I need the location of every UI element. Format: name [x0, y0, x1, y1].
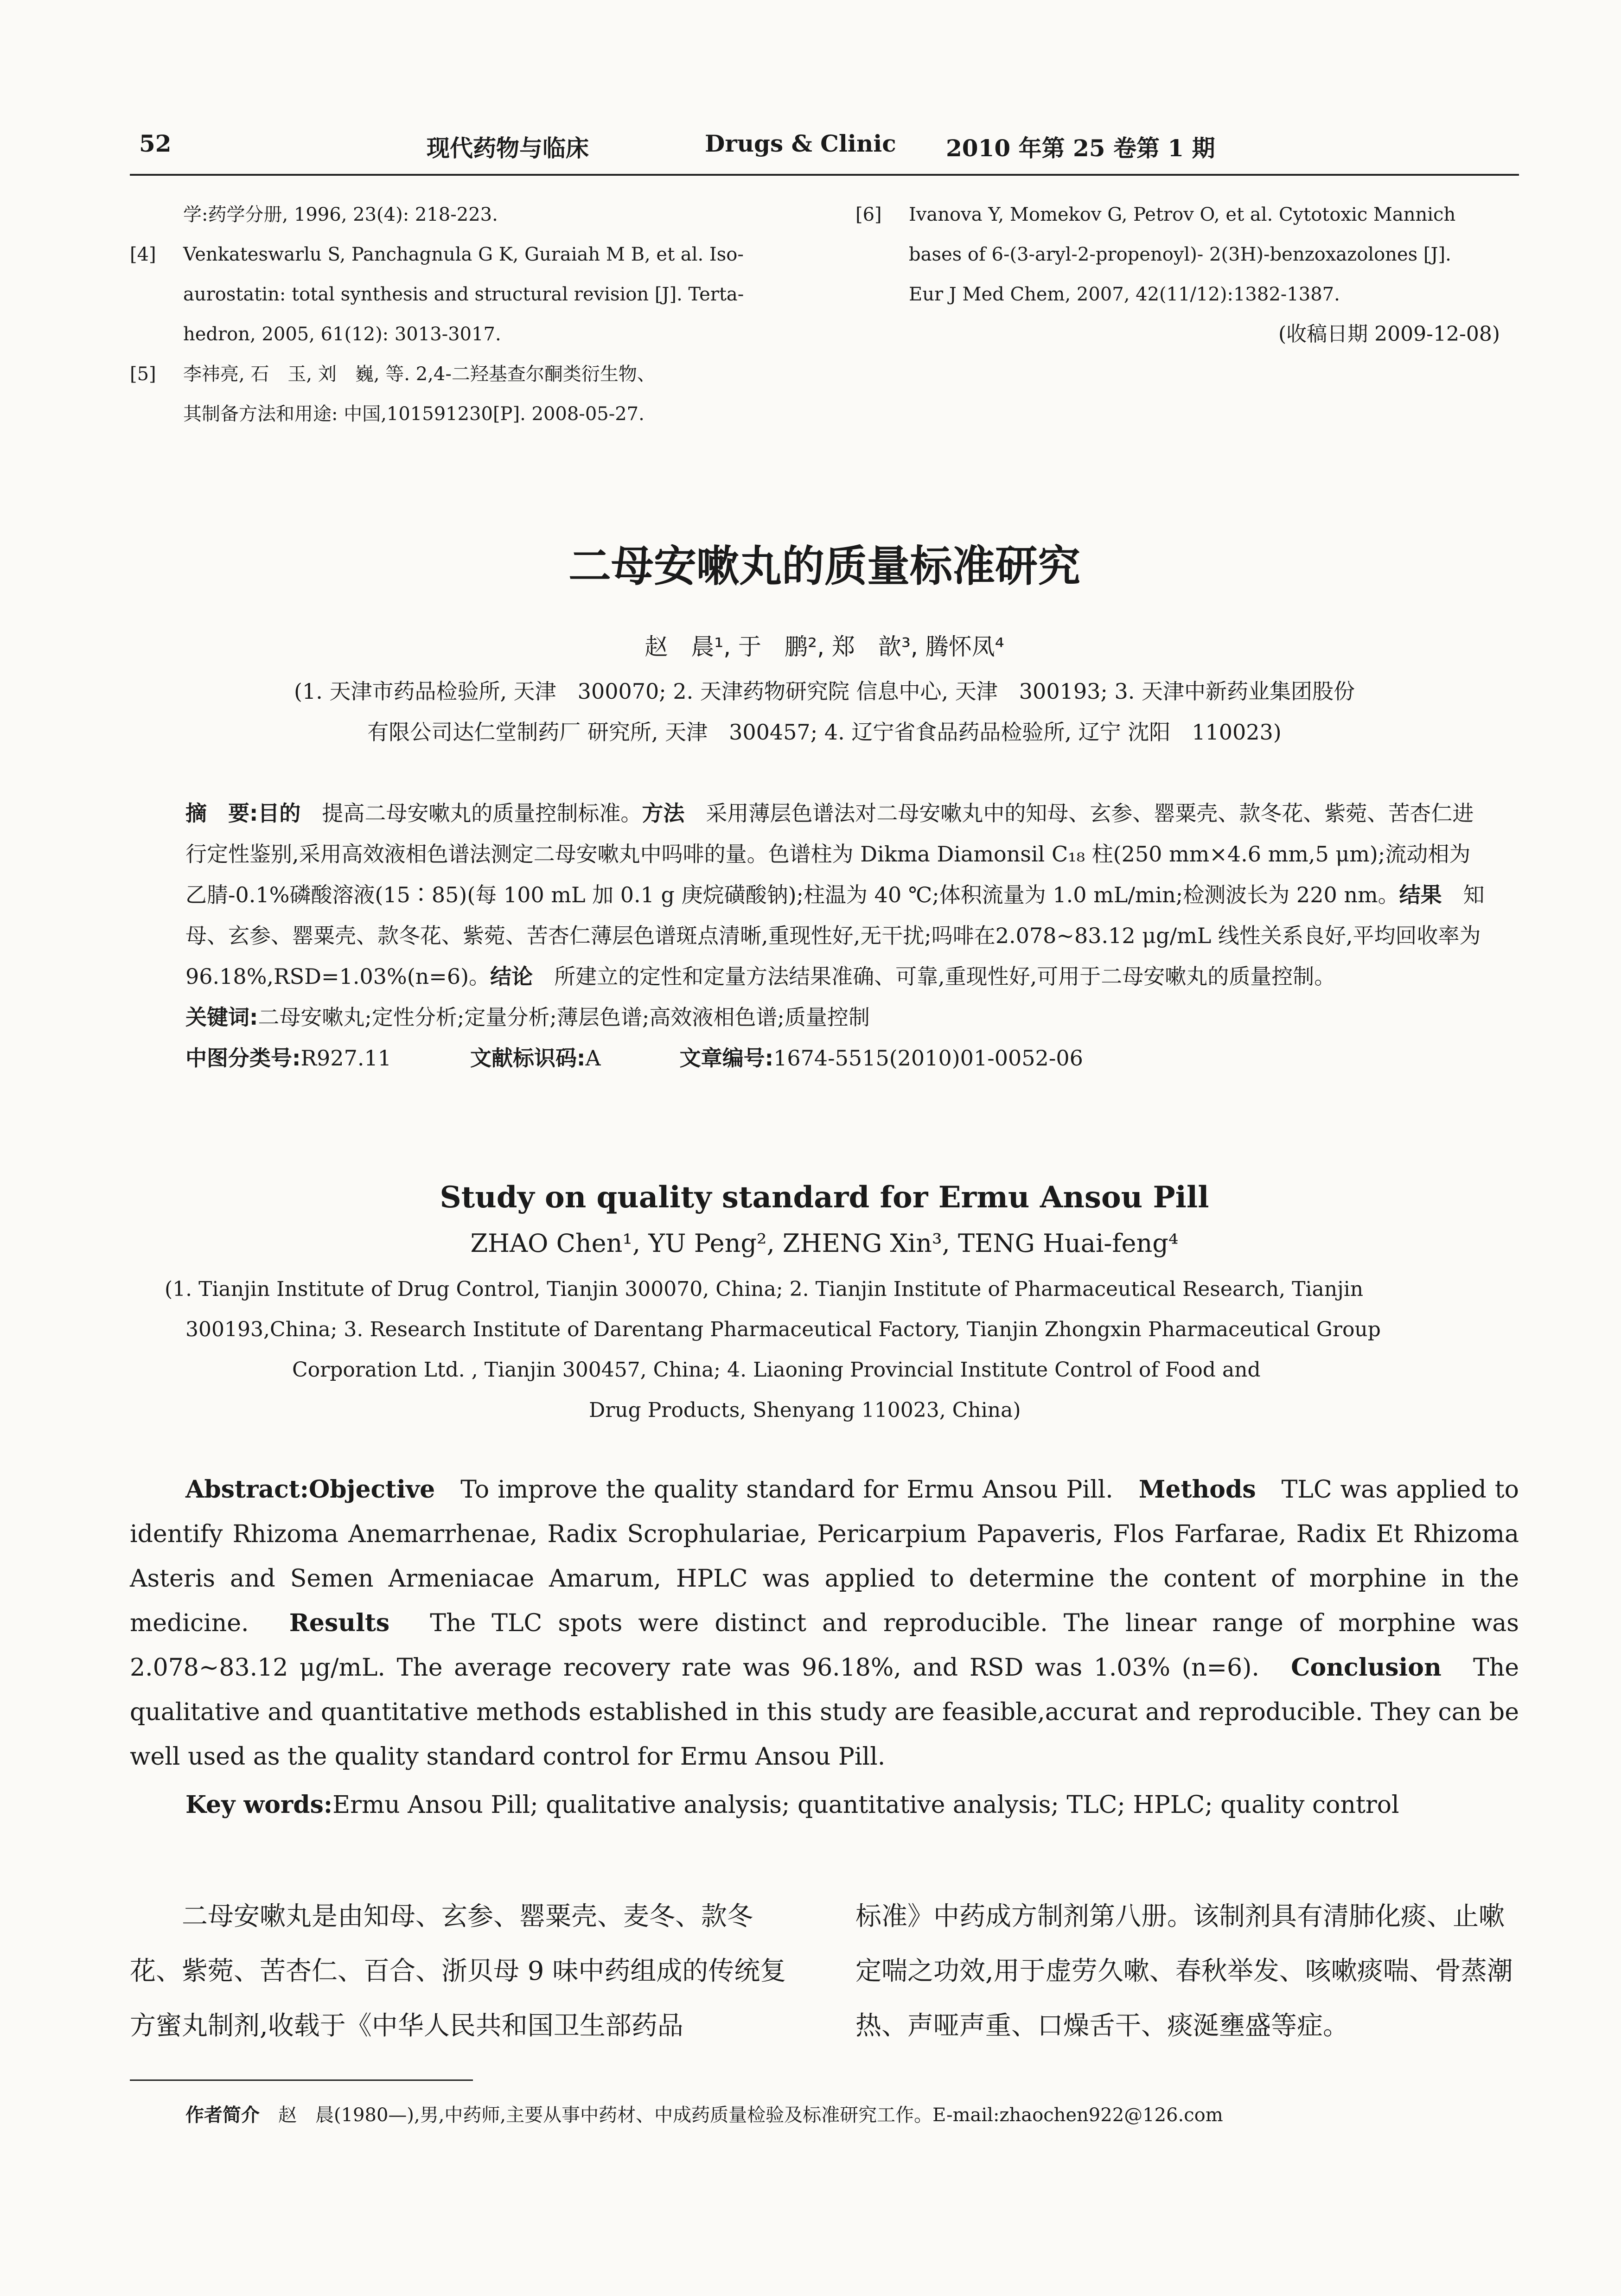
reference-line: hedron, 2005, 61(12): 3013-3017. [183, 324, 501, 345]
results-cn-text: 知母、玄参、罂粟壳、款冬花、紫菀、苦杏仁薄层色谱斑点清晰,重现性好,无干扰;吗啡在2.078~83.12 μg/mL 线性关系良好,平均回收率为 96.18%,RSD=1.03%(n=6)。 [185, 882, 1485, 989]
references-left [130, 195, 802, 434]
authors-cn: 赵 晨¹, 于 鹏², 郑 歆³, 腾怀凤⁴ [645, 633, 1004, 660]
reference-item [855, 195, 1519, 314]
methods-cn-label: 方法 [642, 801, 685, 826]
clc-label: 中图分类号: [185, 1046, 301, 1071]
references-right [855, 195, 1519, 354]
reference-line: 李祎亮, 石 玉, 刘 巍, 等. 2,4-二羟基查尔酮类衍生物、 [183, 364, 656, 385]
reference-line: Eur J Med Chem, 2007, 42(11/12):1382-1387. [909, 284, 1340, 305]
keywords-cn-text: 二母安嗽丸;定性分析;定量分析;薄层色谱;高效液相色谱;质量控制 [258, 1005, 870, 1030]
title-en: Study on quality standard for Ermu Ansou Pill [440, 1180, 1209, 1215]
reference-line: aurostatin: total synthesis and structural revision [J]. Terta- [183, 284, 744, 305]
affiliation-en-line: (1. Tianjin Institute of Drug Control, Tianjin 300070, China; 2. Tianjin Institute of Pharmaceutical Research, Tianjin [165, 1277, 1364, 1301]
author-bio-label: 作者简介 [185, 2105, 260, 2126]
reference-number: [4] [130, 244, 156, 265]
affiliation-cn-line: 有限公司达仁堂制药厂 研究所, 天津 300457; 4. 辽宁省食品药品检验所, 辽宁 沈阳 110023) [367, 720, 1282, 745]
title-cn: 二母安嗽丸的质量标准研究 [568, 542, 1080, 591]
doc-code-label: 文献标识码: [470, 1046, 586, 1071]
affiliation-en-line: 300193,China; 3. Research Institute of Darentang Pharmaceutical Factory, Tianjin Zhongxin Pharmaceutical Group [185, 1318, 1381, 1341]
doc-code-value: A [585, 1046, 601, 1071]
journal-title-cn: 现代药物与临床 [427, 135, 589, 162]
methods-en-text: TLC was applied to identify Rhizoma Anemarrhenae, Radix Scrophulariae, Pericarpium Papaveris, Flos Farfarae, Radix Et Rhizoma Asteris and Semen Armeniacae Amarum, HPLC was applied to determine the content of morphine in the medicine. [130, 1476, 1519, 1637]
results-en-text: The TLC spots were distinct and reproducible. The linear range of morphine was 2.078~83.12 μg/mL. The average recovery rate was 96.18%, and RSD was 1.03% (n=6). [130, 1609, 1519, 1682]
affiliation-cn-line: (1. 天津市药品检验所, 天津 300070; 2. 天津药物研究院 信息中心, 天津 300193; 3. 天津中新药业集团股份 [294, 679, 1355, 704]
reference-line: 学:药学分册, 1996, 23(4): 218-223. [183, 204, 498, 225]
reference-item [130, 354, 802, 434]
received-date: (收稿日期 2009-12-08) [1278, 322, 1500, 346]
body-column-right [855, 1889, 1519, 2054]
article-number-label: 文章编号: [679, 1046, 774, 1071]
reference-item [130, 235, 802, 354]
clc-value: R927.11 [300, 1046, 391, 1071]
conclusion-en-text: The qualitative and quantitative methods established in this study are feasible,accurat and reproducible. They can be well used as the quality standard control for Ermu Ansou Pill. [130, 1654, 1519, 1771]
body-paragraph: 二母安嗽丸是由知母、玄参、罂粟壳、麦冬、款冬花、紫菀、苦杏仁、百合、浙贝母 9 味中药组成的传统复方蜜丸制剂,收载于《中华人民共和国卫生部药品 [130, 1901, 786, 2041]
results-cn-label: 结果 [1399, 882, 1442, 907]
reference-line: 其制备方法和用途: 中国,101591230[P]. 2008-05-27. [183, 403, 645, 425]
methods-en-label: Methods [1138, 1475, 1256, 1504]
journal-title-en: Drugs & Clinic [705, 130, 896, 157]
objective-cn-text: 提高二母安嗽丸的质量控制标准。 [322, 801, 642, 826]
abstract-en-label: Abstract: [185, 1475, 309, 1504]
issue-info: 2010 年第 25 卷第 1 期 [946, 134, 1215, 162]
authors-en: ZHAO Chen¹, YU Peng², ZHENG Xin³, TENG Huai-feng⁴ [470, 1229, 1179, 1258]
methods-cn-text: 采用薄层色谱法对二母安嗽丸中的知母、玄参、罂粟壳、款冬花、紫菀、苦杏仁进行定性鉴别,采用高效液相色谱法测定二母安嗽丸中吗啡的量。色谱柱为 Dikma Diamonsil C₁₈ 柱(250 mm×4.6 mm,5 μm);流动相为乙腈-0.1%磷酸溶液(15∶85)(每 100 mL 加 0.1 g 庚烷磺酸钠);柱温为 40 ℃;体积流量为 1.0 mL/min;检测波长为 220 nm。 [185, 801, 1474, 907]
header-rule [130, 174, 1519, 176]
page-number: 52 [139, 130, 172, 157]
objective-cn-label: 目的 [258, 801, 301, 826]
results-en-label: Results [289, 1609, 390, 1637]
reference-number: [5] [130, 364, 156, 385]
abstract-cn-label: 摘 要: [185, 801, 258, 826]
keywords-cn-label: 关键词: [185, 1005, 258, 1030]
affiliation-en-line: Corporation Ltd. , Tianjin 300457, China; 4. Liaoning Provincial Institute Control of Food and [292, 1358, 1261, 1382]
abstract-en [130, 1467, 1519, 1827]
article-number-value: 1674-5515(2010)01-0052-06 [773, 1046, 1083, 1071]
reference-line: Ivanova Y, Momekov G, Petrov O, et al. Cytotoxic Mannich [909, 204, 1456, 225]
affiliation-en-line: Drug Products, Shenyang 110023, China) [589, 1398, 1021, 1422]
abstract-cn [185, 793, 1488, 1078]
keywords-en-label: Key words: [185, 1791, 333, 1819]
objective-en-label: Objective [308, 1475, 435, 1504]
objective-en-text: To improve the quality standard for Ermu Ansou Pill. [460, 1476, 1113, 1504]
footnote-rule [130, 2079, 473, 2081]
reference-line: Venkateswarlu S, Panchagnula G K, Guraiah M B, et al. Iso- [183, 244, 744, 265]
body-column-left [130, 1889, 802, 2054]
author-bio-text: 赵 晨(1980—),男,中药师,主要从事中药材、中成药质量检验及标准研究工作。E-mail:zhaochen922@126.com [278, 2105, 1223, 2126]
reference-number: [6] [855, 204, 882, 225]
conclusion-cn-text: 所建立的定性和定量方法结果准确、可靠,重现性好,可用于二母安嗽丸的质量控制。 [554, 964, 1336, 989]
conclusion-cn-label: 结论 [490, 964, 533, 989]
body-paragraph: 标准》中药成方制剂第八册。该制剂具有清肺化痰、止嗽定喘之功效,用于虚劳久嗽、春秋举发、咳嗽痰喘、骨蒸潮热、声哑声重、口燥舌干、痰涎壅盛等症。 [855, 1901, 1513, 2041]
reference-line: bases of 6-(3-aryl-2-propenoyl)- 2(3H)-benzoxazolones [J]. [909, 244, 1451, 265]
author-bio [185, 2100, 1223, 2127]
keywords-en-text: Ermu Ansou Pill; qualitative analysis; quantitative analysis; TLC; HPLC; quality control [332, 1791, 1399, 1819]
conclusion-en-label: Conclusion [1291, 1653, 1442, 1682]
